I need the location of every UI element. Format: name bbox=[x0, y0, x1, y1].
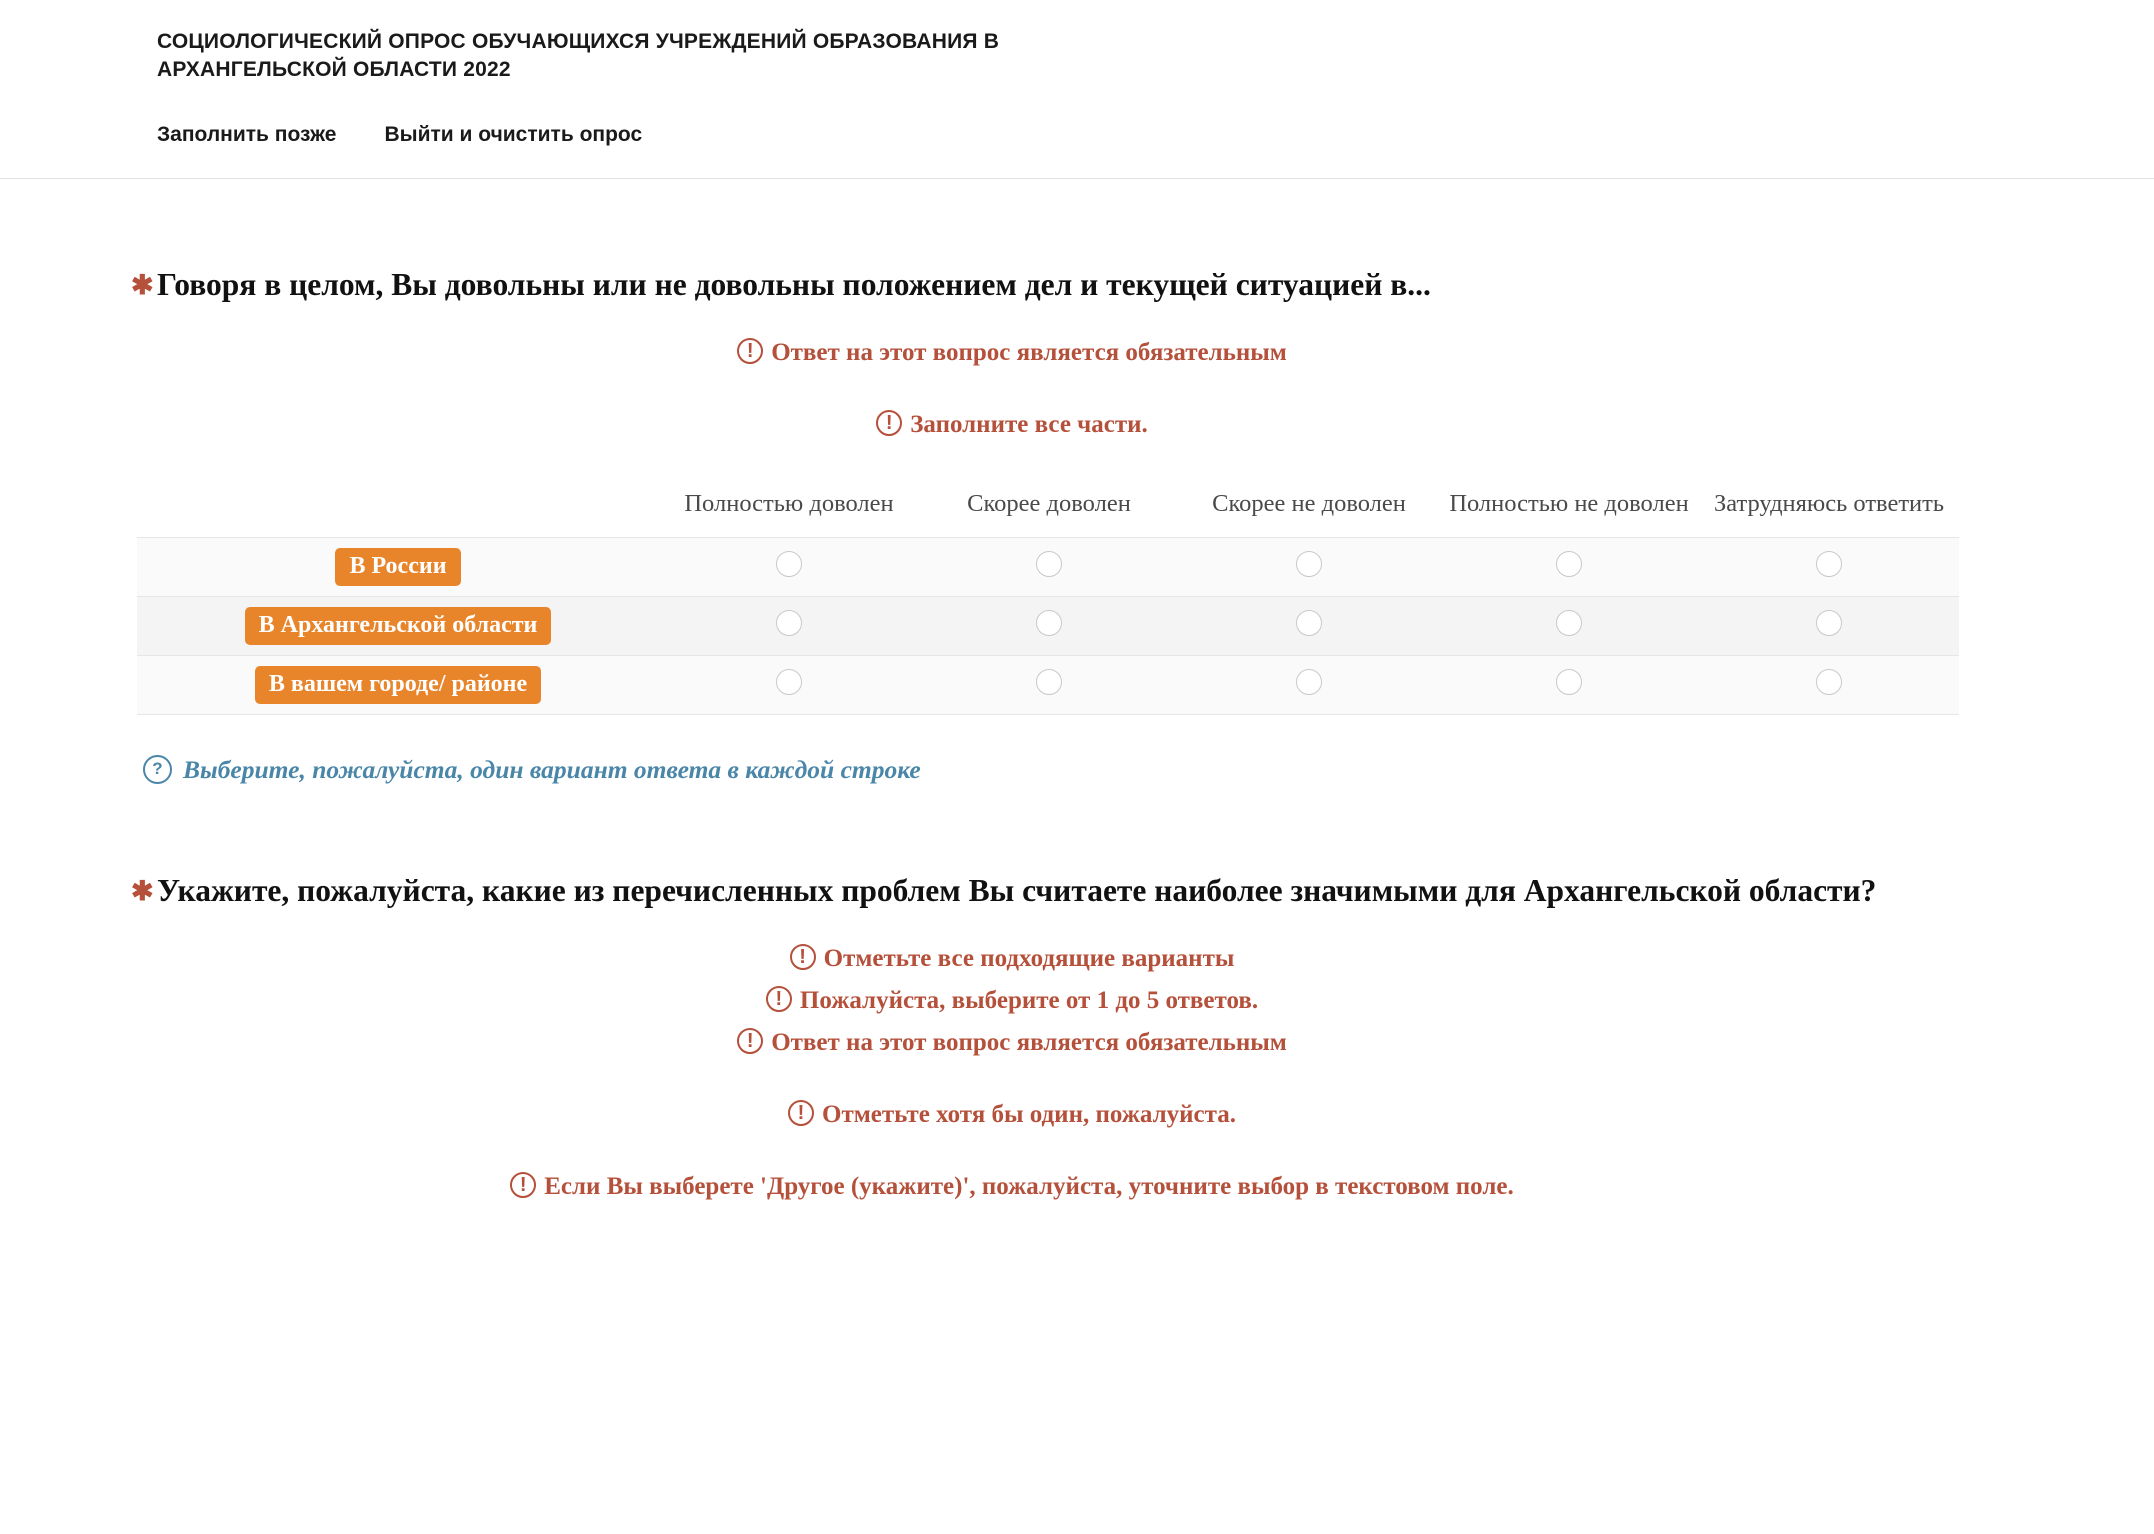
exclamation-icon: ! bbox=[788, 1100, 814, 1126]
question-2-text: Укажите, пожалуйста, какие из перечисленных проблем Вы считаете наиболее значимыми для Архангельской области? bbox=[157, 872, 1877, 908]
question-1-hint bbox=[143, 755, 2154, 785]
matrix-cell[interactable] bbox=[1179, 537, 1439, 596]
error-message bbox=[0, 980, 2024, 1022]
question-1-matrix bbox=[137, 488, 2017, 715]
matrix-table bbox=[137, 488, 1959, 715]
matrix-row-label: В вашем городе/ районе bbox=[255, 666, 541, 704]
radio-region-fully-unsatisfied[interactable] bbox=[1556, 610, 1582, 636]
error-text: Если Вы выберете 'Другое (укажите)', пожалуйста, уточните выбор в текстовом поле. bbox=[544, 1173, 1514, 1201]
error-text: Ответ на этот вопрос является обязательным bbox=[771, 1029, 1287, 1057]
radio-russia-hard-to-say[interactable] bbox=[1816, 551, 1842, 577]
matrix-column-header: Затрудняюсь ответить bbox=[1713, 489, 1945, 517]
matrix-cell[interactable] bbox=[659, 655, 919, 714]
radio-city-fully-unsatisfied[interactable] bbox=[1556, 669, 1582, 695]
matrix-cell[interactable] bbox=[1699, 655, 1959, 714]
error-text: Ответ на этот вопрос является обязательным bbox=[771, 338, 1287, 366]
table-row bbox=[137, 596, 1959, 655]
radio-region-rather-satisfied[interactable] bbox=[1036, 610, 1062, 636]
survey-content bbox=[0, 263, 2154, 1208]
required-asterisk-icon: ✱ bbox=[131, 875, 154, 906]
error-message bbox=[0, 938, 2024, 980]
error-message bbox=[0, 404, 2024, 446]
question-2-title bbox=[131, 869, 1997, 912]
error-message bbox=[0, 1166, 2024, 1208]
matrix-cell[interactable] bbox=[919, 537, 1179, 596]
matrix-row-label: В России bbox=[335, 548, 460, 586]
radio-russia-rather-satisfied[interactable] bbox=[1036, 551, 1062, 577]
matrix-column-header: Полностью не доволен bbox=[1449, 489, 1689, 517]
exclamation-icon: ! bbox=[790, 944, 816, 970]
matrix-cell[interactable] bbox=[919, 655, 1179, 714]
matrix-body bbox=[137, 537, 1959, 714]
matrix-cell[interactable] bbox=[1179, 596, 1439, 655]
radio-city-rather-satisfied[interactable] bbox=[1036, 669, 1062, 695]
radio-city-fully-satisfied[interactable] bbox=[776, 669, 802, 695]
exclamation-icon: ! bbox=[876, 410, 902, 436]
matrix-corner-cell bbox=[137, 488, 659, 538]
question-1 bbox=[0, 263, 2154, 785]
matrix-cell[interactable] bbox=[1699, 596, 1959, 655]
error-text: Пожалуйста, выберите от 1 до 5 ответов. bbox=[799, 987, 1259, 1015]
matrix-cell[interactable] bbox=[659, 537, 919, 596]
radio-region-hard-to-say[interactable] bbox=[1816, 610, 1842, 636]
matrix-cell[interactable] bbox=[1179, 655, 1439, 714]
table-row bbox=[137, 537, 1959, 596]
question-2-errors bbox=[0, 938, 2154, 1208]
radio-russia-rather-unsatisfied[interactable] bbox=[1296, 551, 1322, 577]
matrix-column-header: Скорее не доволен bbox=[1212, 489, 1406, 517]
error-text: Заполните все части. bbox=[910, 410, 1148, 438]
exclamation-icon: ! bbox=[510, 1172, 536, 1198]
fill-later-link[interactable]: Заполнить позже bbox=[157, 122, 337, 146]
matrix-row-label-cell bbox=[137, 596, 659, 655]
matrix-column-header: Полностью доволен bbox=[684, 489, 894, 517]
required-asterisk-icon: ✱ bbox=[131, 269, 154, 300]
matrix-column-header: Скорее доволен bbox=[967, 489, 1131, 517]
exclamation-icon: ! bbox=[737, 338, 763, 364]
matrix-cell[interactable] bbox=[1439, 537, 1699, 596]
matrix-row-label-cell bbox=[137, 537, 659, 596]
radio-region-rather-unsatisfied[interactable] bbox=[1296, 610, 1322, 636]
matrix-cell[interactable] bbox=[1439, 655, 1699, 714]
matrix-header-row bbox=[137, 488, 1959, 538]
radio-city-rather-unsatisfied[interactable] bbox=[1296, 669, 1322, 695]
matrix-cell[interactable] bbox=[919, 596, 1179, 655]
error-message bbox=[0, 332, 2024, 374]
question-1-title bbox=[131, 263, 1997, 306]
header-actions bbox=[157, 123, 2154, 147]
matrix-cell[interactable] bbox=[659, 596, 919, 655]
page-title: СОЦИОЛОГИЧЕСКИЙ ОПРОС ОБУЧАЮЩИХСЯ УЧРЕЖДЕНИЙ ОБРАЗОВАНИЯ В АРХАНГЕЛЬСКОЙ ОБЛАСТИ 2022 bbox=[157, 30, 1000, 82]
error-text: Отметьте все подходящие варианты bbox=[823, 945, 1235, 973]
matrix-head bbox=[137, 488, 1959, 538]
radio-city-hard-to-say[interactable] bbox=[1816, 669, 1842, 695]
exclamation-icon: ! bbox=[737, 1028, 763, 1054]
question-1-errors bbox=[0, 332, 2154, 446]
error-message bbox=[0, 1094, 2024, 1136]
matrix-row-label-cell bbox=[137, 655, 659, 714]
header-divider bbox=[0, 178, 2154, 179]
question-mark-icon: ? bbox=[143, 755, 172, 784]
radio-russia-fully-satisfied[interactable] bbox=[776, 551, 802, 577]
table-row bbox=[137, 655, 1959, 714]
exclamation-icon: ! bbox=[766, 986, 792, 1012]
survey-header bbox=[0, 0, 2154, 179]
exit-and-clear-link[interactable]: Выйти и очистить опрос bbox=[384, 122, 643, 146]
radio-russia-fully-unsatisfied[interactable] bbox=[1556, 551, 1582, 577]
error-message bbox=[0, 1022, 2024, 1064]
matrix-cell[interactable] bbox=[1699, 537, 1959, 596]
matrix-cell[interactable] bbox=[1439, 596, 1699, 655]
question-1-text: Говоря в целом, Вы довольны или не довольны положением дел и текущей ситуацией в... bbox=[157, 266, 1431, 302]
hint-text: Выберите, пожалуйста, один вариант ответа в каждой строке bbox=[183, 754, 921, 784]
radio-region-fully-satisfied[interactable] bbox=[776, 610, 802, 636]
error-text: Отметьте хотя бы один, пожалуйста. bbox=[822, 1101, 1236, 1129]
question-2 bbox=[0, 869, 2154, 1208]
matrix-row-label: В Архангельской области bbox=[245, 607, 552, 645]
